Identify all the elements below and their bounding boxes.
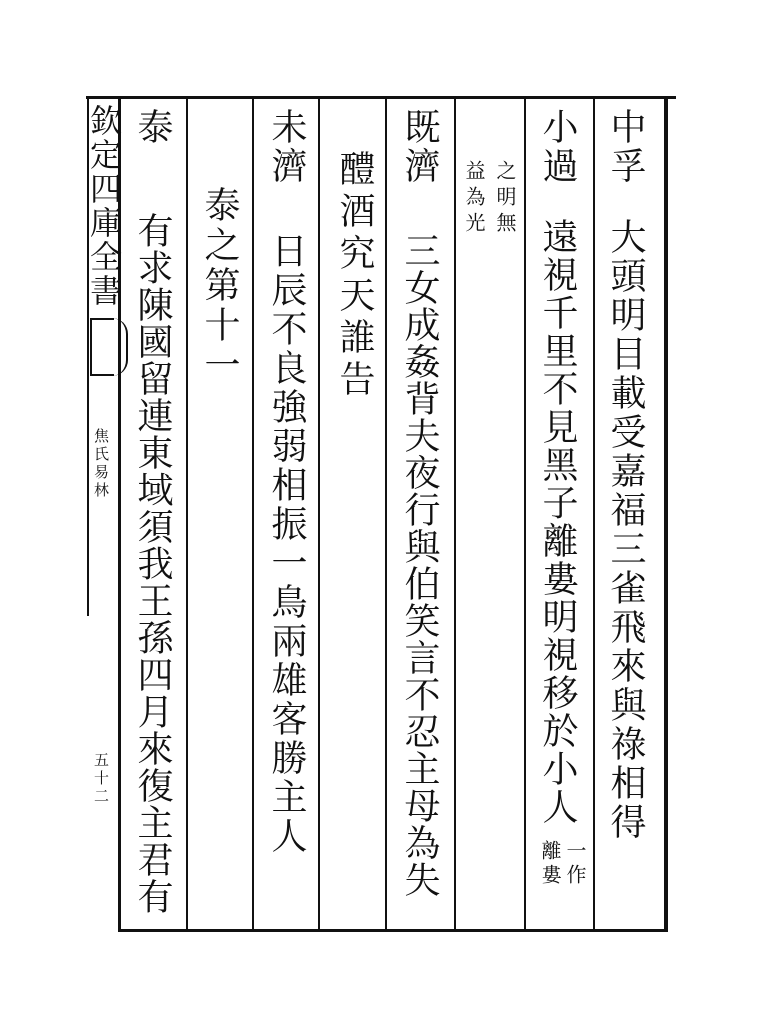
column-divider — [186, 96, 188, 930]
book-title: 焦氏易林 — [92, 428, 110, 500]
hexagram-name: 泰 — [132, 108, 173, 147]
right-border — [664, 96, 668, 932]
commentary-note: 益為光 — [462, 160, 486, 238]
variant-note: 一作 — [563, 840, 587, 888]
chapter-heading: 泰之第十一 — [199, 186, 240, 386]
hexagram-name: 小過 — [537, 108, 578, 186]
verse-text: 有求陳國留連東域須我王孫四月來復主君有 — [132, 212, 173, 915]
column-divider — [454, 96, 456, 930]
verse-text: 遠視千里不見黑子離婁明視移於小人 — [537, 218, 578, 826]
hexagram-name: 既濟 — [399, 108, 440, 186]
verse-text: 日辰不良強弱相振一鳥兩雄客勝主人 — [266, 232, 307, 856]
commentary-note: 之明無 — [493, 160, 517, 238]
hexagram-name: 中孚 — [605, 108, 646, 186]
column-divider — [385, 96, 387, 930]
verse-text: 醴酒究天誰告 — [334, 150, 375, 402]
verse-text: 大頭明目載受嘉福三雀飛來與祿相得 — [605, 218, 646, 842]
fish-tail-mark — [90, 318, 114, 376]
page-number: 五十二 — [92, 752, 110, 806]
column-divider — [318, 96, 320, 930]
verse-text: 三女成姦背夫夜行與伯笑言不忍主母為失 — [399, 232, 440, 898]
fish-tail-curve — [112, 318, 128, 376]
hexagram-name: 未濟 — [266, 108, 307, 186]
column-divider — [593, 96, 595, 930]
variant-note: 離婁 — [538, 840, 562, 888]
bottom-border — [120, 929, 668, 932]
column-divider — [524, 96, 526, 930]
column-divider — [252, 96, 254, 930]
top-border — [86, 96, 676, 99]
collection-title: 欽定四庫全書 — [85, 104, 123, 308]
